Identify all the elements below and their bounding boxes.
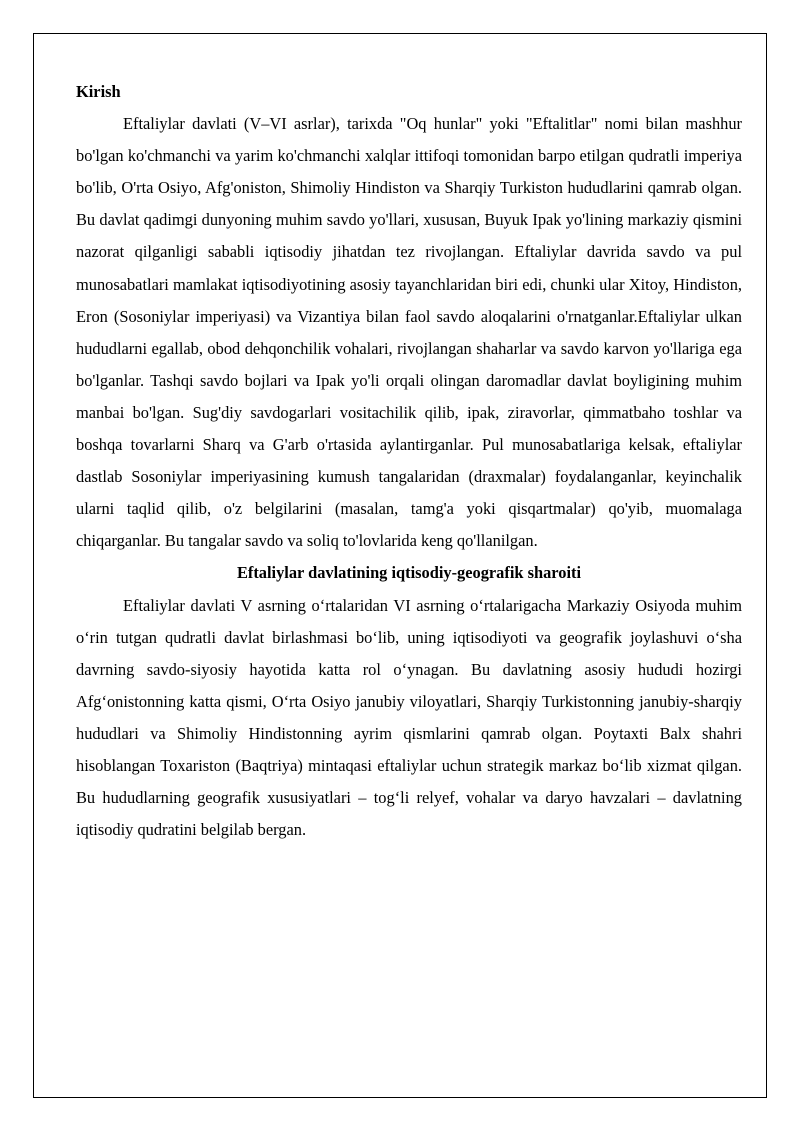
document-body xyxy=(76,76,742,846)
section-heading-geography: Eftaliylar davlatining iqtisodiy-geografik sharoiti xyxy=(236,563,582,583)
intro-paragraph: Eftaliylar davlati (V–VI asrlar), tarixda "Oq hunlar" yoki "Eftalitlar" nomi bilan mashhur bo'lgan ko'chmanchi va yarim ko'chmanchi xalqlar ittifoqi tomonidan barpo etilgan qudratli imperiya bo'lib, O'rta Osiyo, Afg'oniston, Shimoliy Hindiston va Sharqiy Turkiston hududlarini qamrab olgan. Bu davlat qadimgi dunyoning muhim savdo yo'llari, xususan, Buyuk Ipak yo'lining markaziy qismini nazorat qilganligi sababli iqtisodiy jihatdan tez rivojlangan. Eftaliylar davrida savdo va pul munosabatlari mamlakat iqtisodiyotining asosiy tayanchlaridan biri edi, chunki ular Xitoy, Hindiston, Eron (Sosoniylar imperiyasi) va Vizantiya bilan faol savdo aloqalarini o'rnatganlar.Eftaliylar ulkan hududlarni egallab, obod dehqonchilik vohalari, rivojlangan shaharlar va savdo karvon yo'llariga ega bo'lganlar. Tashqi savdo bojlari va Ipak yo'li orqali olingan daromadlar davlat boyligining muhim manbai bo'lgan. Sug'diy savdogarlari vositachilik qilib, ipak, ziravorlar, qimmatbaho toshlar va boshqa tovarlarni Sharq va G'arb o'rtasida aylantirganlar. Pul munosabatlariga kelsak, eftaliylar dastlab Sosoniylar imperiyasining kumush tangalaridan (draxmalar) foydalanganlar, keyinchalik ularni taqlid qilib, o'z belgilarini (masalan, tamg'a yoki qisqartmalar) qo'yib, muomalaga chiqarganlar. Bu tangalar savdo va soliq to'lovlarida keng qo'llanilgan. xyxy=(76,114,742,551)
document-page xyxy=(33,33,767,1098)
section-heading-kirish: Kirish xyxy=(76,82,121,101)
geography-paragraph: Eftaliylar davlati V asrning o‘rtalaridan VI asrning o‘rtalarigacha Markaziy Osiyoda muhim o‘rin tutgan qudratli davlat birlashmasi bo‘lib, uning iqtisodiyoti va geografik joylashuvi o‘sha davrning savdo-siyosiy hayotida katta rol o‘ynagan. Bu davlatning asosiy hududi hozirgi Afg‘onistonning katta qismi, O‘rta Osiyo janubiy viloyatlari, Sharqiy Turkistonning janubiy-sharqiy hududlari va Shimoliy Hindistonning ayrim qismlarini qamrab olgan. Poytaxti Balx shahri hisoblangan Toxariston (Baqtriya) mintaqasi eftaliylar uchun strategik markaz bo‘lib xizmat qilgan. Bu hududlarning geografik xususiyatlari – tog‘li relyef, vohalar va daryo havzalari – davlatning iqtisodiy qudratini belgilab bergan. xyxy=(76,595,742,840)
